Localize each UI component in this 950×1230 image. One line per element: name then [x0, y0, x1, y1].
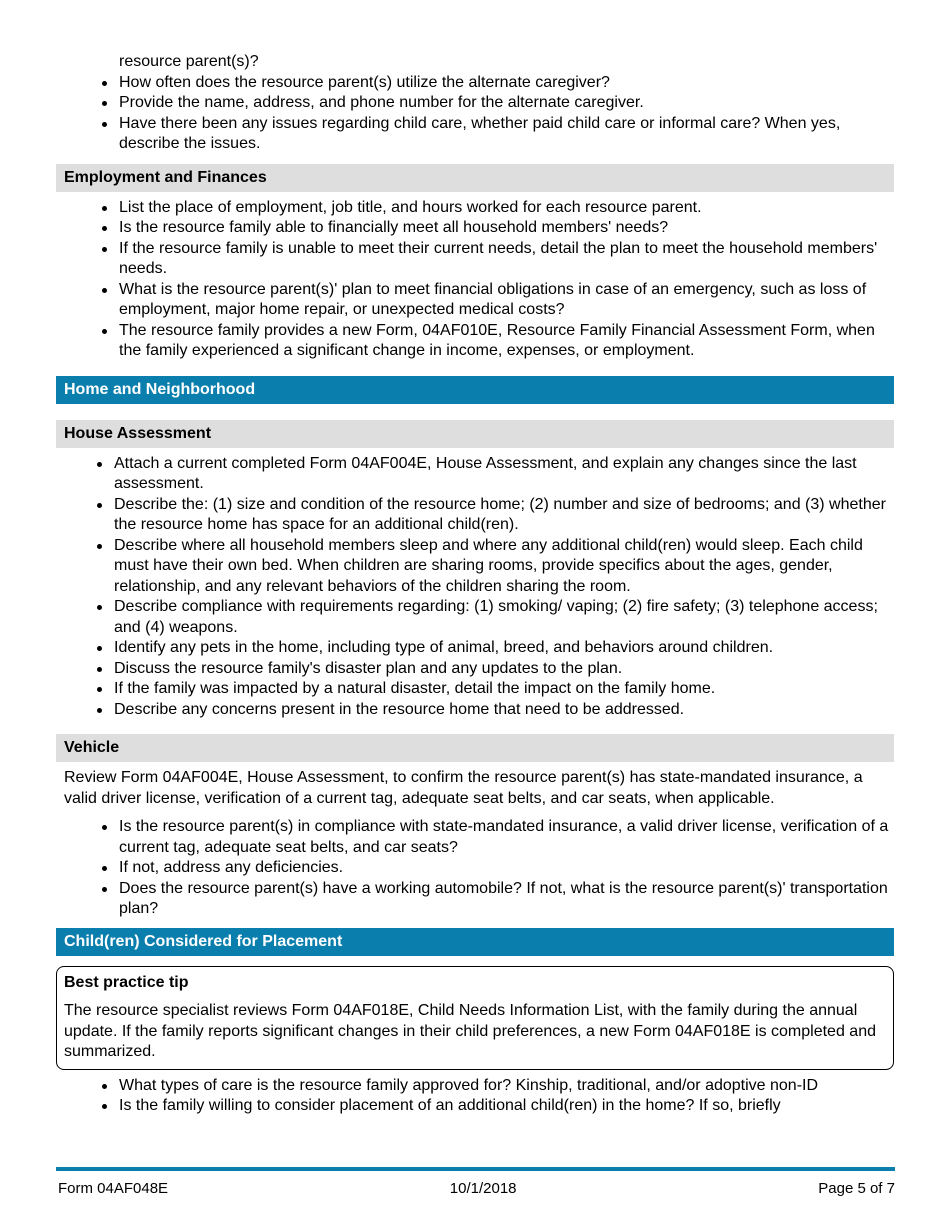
section-employment-heading: Employment and Finances	[56, 164, 894, 192]
list-item: Does the resource parent(s) have a working automobile? If not, what is the resource parent(s)' transportation plan?	[119, 879, 894, 920]
list-item: Describe any concerns present in the resource home that need to be addressed.	[114, 700, 894, 721]
footer-divider	[56, 1167, 895, 1171]
section-home-heading: Home and Neighborhood	[56, 376, 894, 404]
tip-title: Best practice tip	[64, 973, 189, 991]
footer-page-number: Page 5 of 7	[818, 1180, 895, 1197]
list-item: If the resource family is unable to meet their current needs, detail the plan to meet the household members' needs.	[119, 239, 894, 280]
list-item: Is the family willing to consider placement of an additional child(ren) in the home? If so, briefly	[119, 1096, 894, 1117]
list-item: What is the resource parent(s)' plan to meet financial obligations in case of an emergency, such as loss of employment, major home repair, or unexpected medical costs?	[119, 280, 894, 321]
document-page	[56, 52, 894, 1117]
alternate-caregiver-list	[56, 73, 894, 155]
house-list	[56, 454, 894, 721]
list-item: Provide the name, address, and phone number for the alternate caregiver.	[119, 93, 894, 114]
list-item: Attach a current completed Form 04AF004E, House Assessment, and explain any changes since the last assessment.	[114, 454, 894, 495]
list-item: Identify any pets in the home, including type of animal, breed, and behaviors around children.	[114, 638, 894, 659]
list-item: What types of care is the resource family approved for? Kinship, traditional, and/or adoptive non-ID	[119, 1076, 894, 1097]
section-vehicle-heading: Vehicle	[56, 734, 894, 762]
employment-list	[56, 198, 894, 362]
section-house-heading: House Assessment	[56, 420, 894, 448]
list-item: The resource family provides a new Form, 04AF010E, Resource Family Financial Assessment Form, when the family experienced a significant change in income, expenses, or employment.	[119, 321, 894, 362]
best-practice-tip-box	[56, 966, 894, 1070]
list-item: Describe the: (1) size and condition of the resource home; (2) number and size of bedrooms; and (3) whether the resource home has space for an additional child(ren).	[114, 495, 894, 536]
list-item: Discuss the resource family's disaster plan and any updates to the plan.	[114, 659, 894, 680]
list-item: If not, address any deficiencies.	[119, 858, 894, 879]
list-item: How often does the resource parent(s) utilize the alternate caregiver?	[119, 73, 894, 94]
list-item: Describe where all household members sleep and where any additional child(ren) would sleep. Each child must have their own bed. When children are sharing rooms, provide specifics about the ages, gender, relationship, and any relevant behaviors of the children sharing the room.	[114, 536, 894, 598]
vehicle-intro: Review Form 04AF004E, House Assessment, to confirm the resource parent(s) has state-mandated insurance, a valid driver license, verification of a current tag, adequate seat belts, and car seats, when applicable.	[64, 769, 863, 807]
list-item: List the place of employment, job title, and hours worked for each resource parent.	[119, 198, 894, 219]
section-placement-heading: Child(ren) Considered for Placement	[56, 928, 894, 956]
list-item: If the family was impacted by a natural disaster, detail the impact on the family home.	[114, 679, 894, 700]
tip-text: The resource specialist reviews Form 04AF018E, Child Needs Information List, with the family during the annual update. If the family reports significant changes in their child preferences, a new Form 04AF018E is completed and summarized.	[64, 1002, 876, 1060]
list-item: Have there been any issues regarding child care, whether paid child care or informal care? When yes, describe the issues.	[119, 114, 894, 155]
page-footer	[58, 1179, 895, 1200]
continued-line: resource parent(s)?	[119, 53, 259, 70]
list-item: Is the resource family able to financially meet all household members' needs?	[119, 218, 894, 239]
list-item: Describe compliance with requirements regarding: (1) smoking/ vaping; (2) fire safety; (3) telephone access; and (4) weapons.	[114, 597, 894, 638]
footer-date: 10/1/2018	[449, 1180, 517, 1197]
placement-list	[56, 1076, 894, 1117]
vehicle-list	[56, 817, 894, 920]
list-item: Is the resource parent(s) in compliance with state-mandated insurance, a valid driver license, verification of a current tag, adequate seat belts, and car seats?	[119, 817, 894, 858]
footer-form-number: Form 04AF048E	[58, 1180, 169, 1197]
